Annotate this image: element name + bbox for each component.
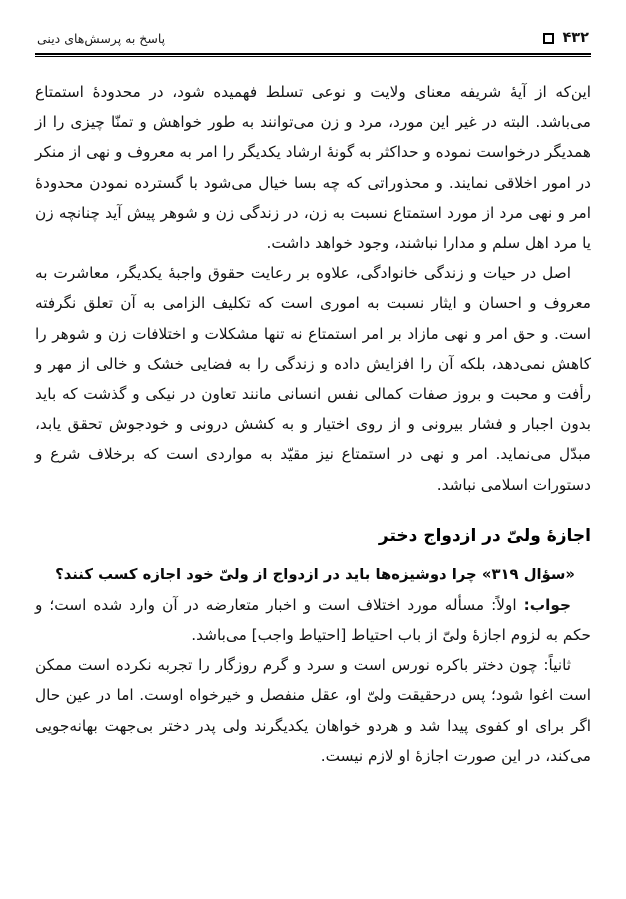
answer-text: ثانیاً: چون دختر باکره نورس است و سرد و گرم روزگار را تجربه نکرده است ممکن است اغوا شود؛ پس درحقیقت ولیّ او، عقل منفصل و خیرخواه اوست. اما در عین حال اگر برای او کفوی پیدا شد و هردو خواهان یکدیگرند ولی پدر دختر بی‌جهت بهانه‌جویی می‌کند، در این صورت اجازهٔ او لازم نیست. xyxy=(35,656,591,765)
answer-block xyxy=(35,590,591,771)
body-paragraph: اصل در حیات و زندگی خانوادگی، علاوه بر رعایت حقوق واجبهٔ یکدیگر، معاشرت به معروف و احسان و ایثار نسبت به اموری است که تکلیف الزامی به آن تعلق نگرفته است. و حق امر و نهی مازاد بر امر استمتاع نه تنها مشکلات و اختلافات زن و شوهر را کاهش نمی‌دهد، بلکه آن را افزایش داده و زندگی را به فضایی خشک و خالی از مهر و رأفت و محبت و بروز صفات کمالی نفس انسانی مانند تعاون در نیکی و گذشت که باید بدون اجبار و فشار بیرونی و از روی اختیار و به کشش درونی و خودجوش تحقق یابد، مبدّل می‌نماید. امر و نهی در استمتاع نیز مقیّد به مواردی است که برخلاف شرع و دستورات اسلامی نباشد. xyxy=(35,264,591,494)
question-number-label: «سؤال ۳۱۹» xyxy=(481,565,575,583)
answer-text: اولاً: مسأله مورد اختلاف است و اخبار متعارضه در آن وارد شده است؛ و حکم به لزوم اجازهٔ ولیّ از باب احتیاط [احتیاط واجب] می‌باشد. xyxy=(35,595,591,645)
question-text: چرا دوشیزه‌ها باید در ازدواج از ولیّ خود اجازه کسب کنند؟ xyxy=(55,565,482,583)
body-paragraph: این‌که از آیهٔ شریفه معنای ولایت و نوعی تسلط فهمیده شود، در محدودهٔ استمتاع می‌باشد. البته در غیر این مورد، مرد و زن می‌توانند به طور خواهش و تمنّا چیزی را از همدیگر درخواست نموده و حداکثر به گونهٔ ارشاد یکدیگر را امر به معروف و نهی از منکر در امور اخلاقی نمایند. و محذوراتی که چه بسا خیال می‌شود با گسترده نمودن محدودهٔ امر و نهی مرد از مورد استمتاع نسبت به زن، در زندگی زن و شوهر پیش آید چنانچه زن یا مرد اهل سلم و مدارا نباشند، وجود خواهد داشت. xyxy=(35,83,591,253)
page-number: ۴۳۲ xyxy=(562,30,589,46)
square-bullet-icon xyxy=(543,33,554,44)
question-line xyxy=(35,560,591,590)
answer-lead-label: جواب: xyxy=(523,595,571,614)
section-heading: اجازهٔ ولیّ در ازدواج دختر xyxy=(378,525,591,546)
running-title: پاسخ به پرسش‌های دینی xyxy=(37,31,166,46)
answer-paragraph xyxy=(35,590,591,650)
body-text-block xyxy=(35,77,591,500)
answer-paragraph xyxy=(35,650,591,771)
page-header xyxy=(35,30,591,53)
header-divider xyxy=(35,53,591,57)
page-number-group xyxy=(543,30,589,46)
